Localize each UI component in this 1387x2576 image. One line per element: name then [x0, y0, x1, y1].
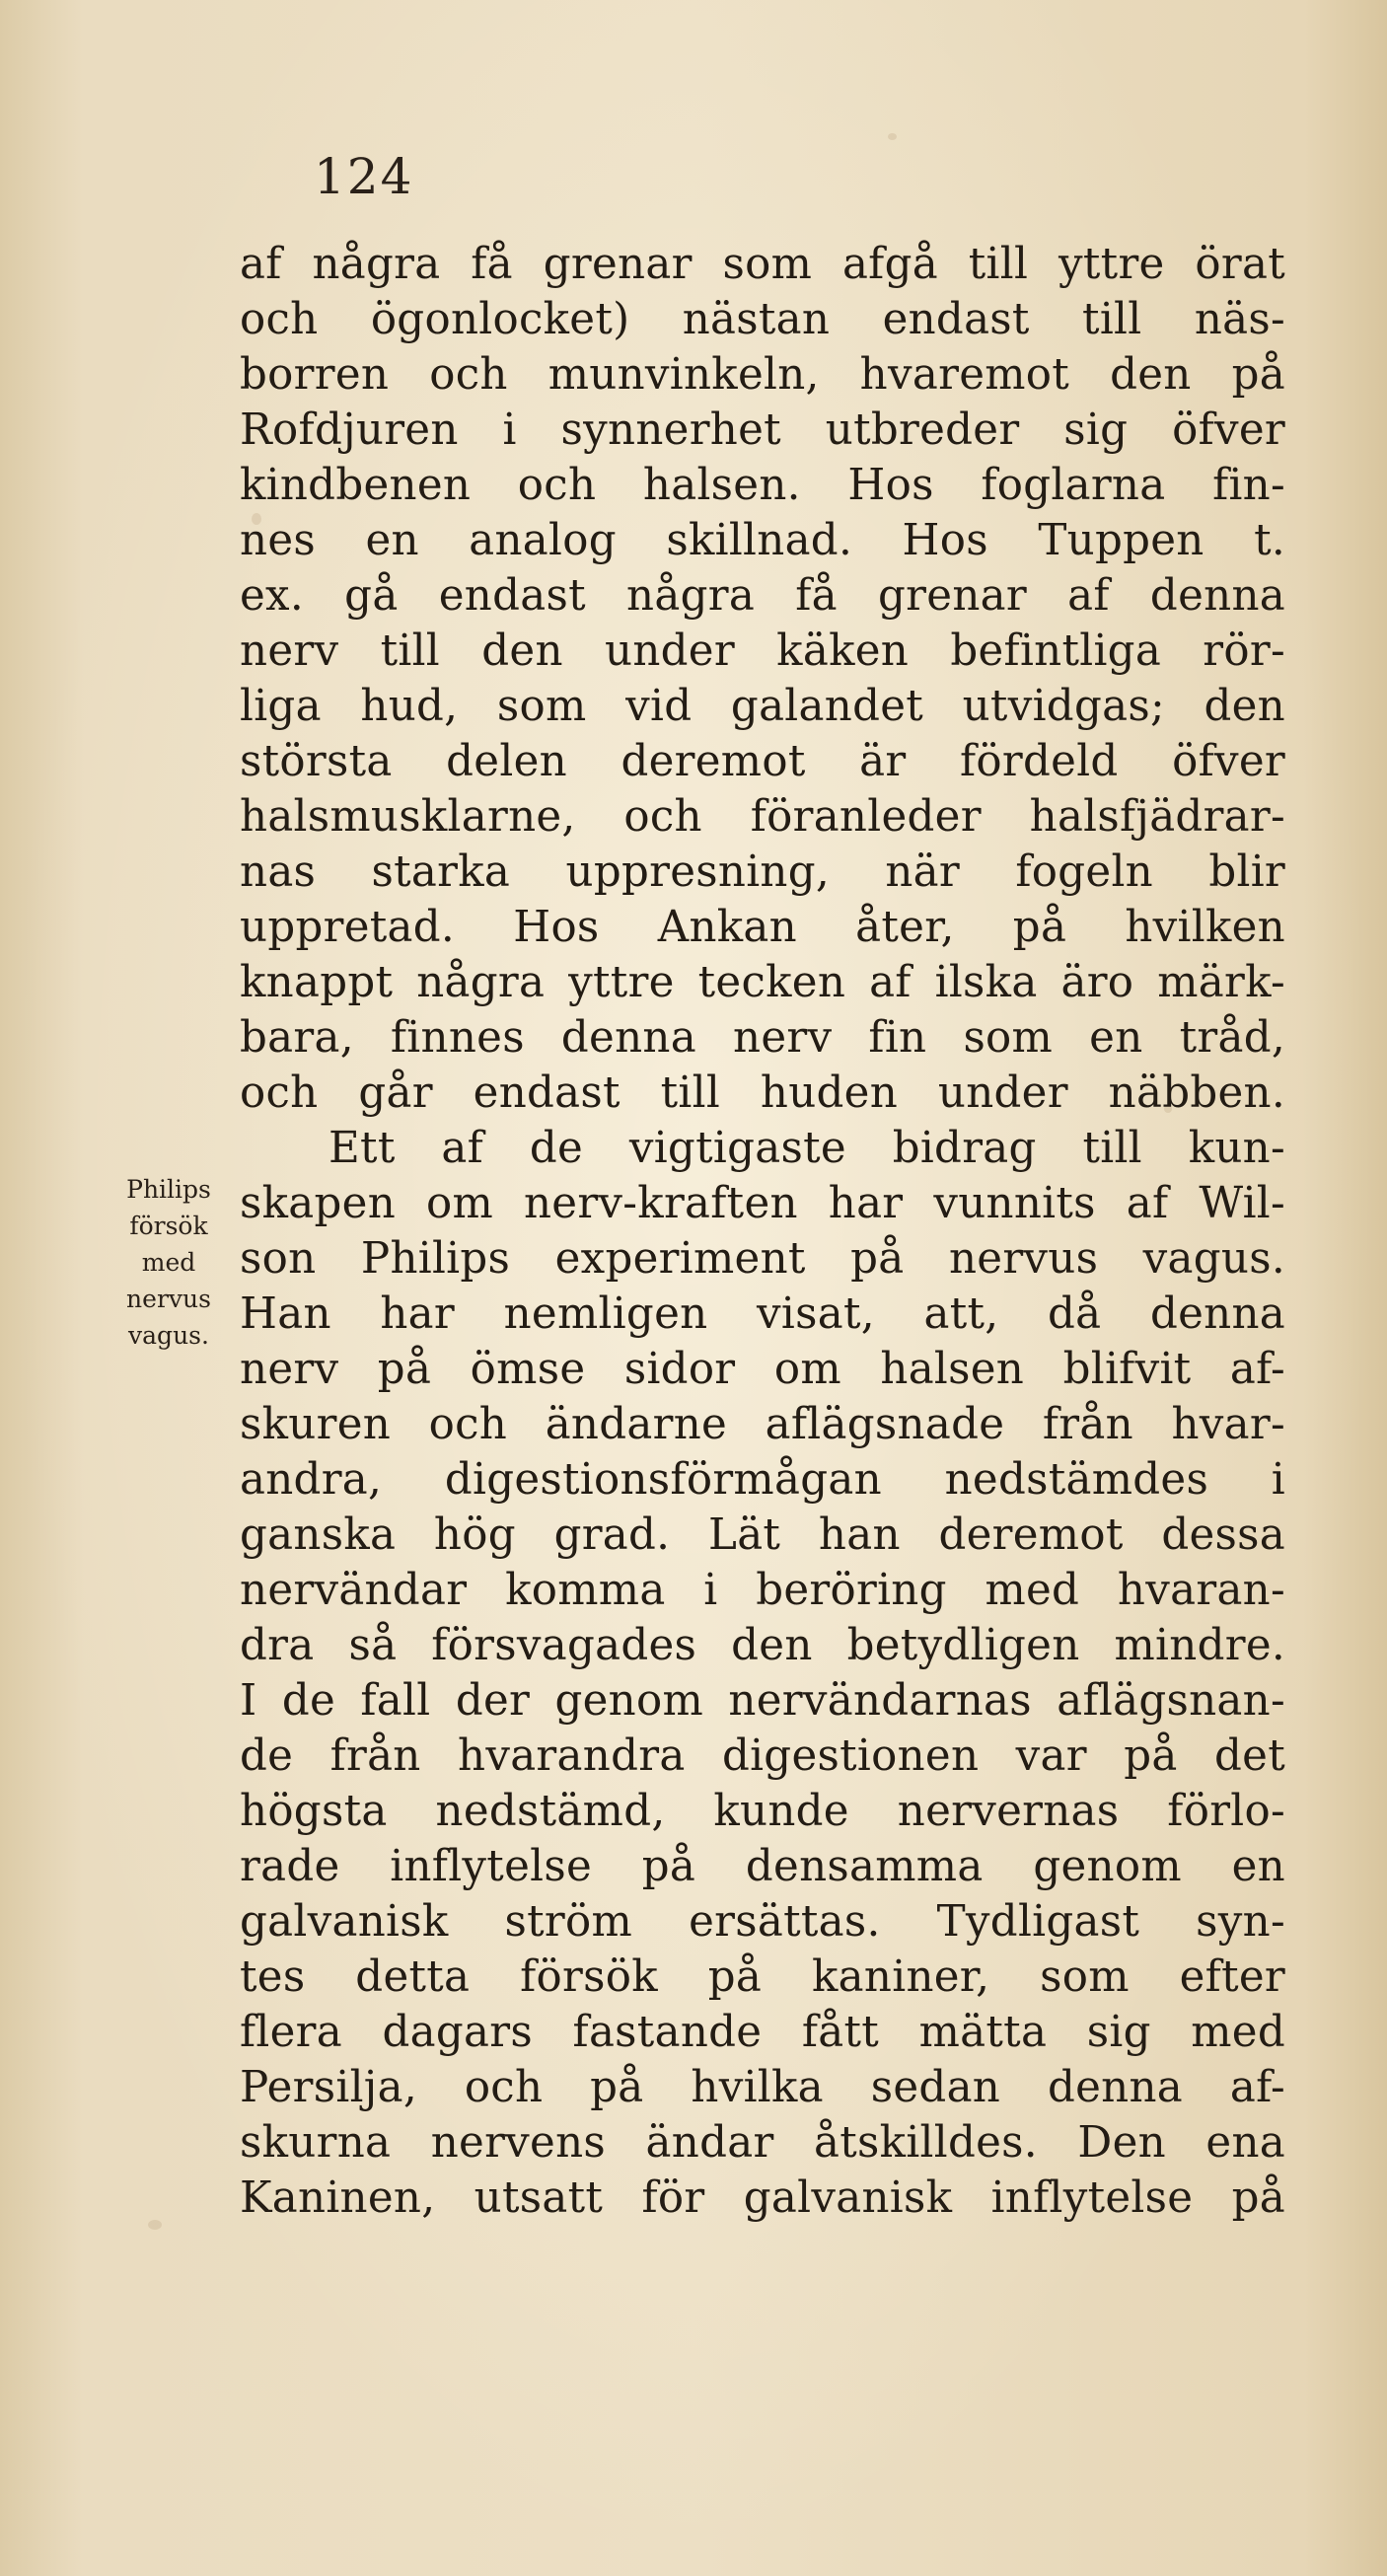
text-line: Kaninen, utsatt för galvanisk inflytelse på: [240, 2173, 1285, 2223]
text-line: halsmusklarne, och föranleder halsfjädrar-: [240, 792, 1285, 842]
text-line: rade inflytelse på densamma genom en: [240, 1842, 1285, 1891]
text-line: Han har nemligen visat, att, då denna: [240, 1289, 1285, 1339]
text-line: och ögonlocket) nästan endast till näs-: [240, 295, 1285, 344]
text-line: ex. gå endast några få grenar af denna: [240, 571, 1285, 621]
text-line: uppretad. Hos Ankan åter, på hvilken: [240, 903, 1285, 952]
text-line: nervändar komma i beröring med hvaran-: [240, 1566, 1285, 1615]
text-line: största delen deremot är fördeld öfver: [240, 737, 1285, 786]
text-line: kindbenen och halsen. Hos foglarna fin-: [240, 461, 1285, 510]
text-line: ganska hög grad. Lät han deremot dessa: [240, 1510, 1285, 1560]
margin-note-line: Philips: [126, 1175, 211, 1204]
text-line: liga hud, som vid galandet utvidgas; den: [240, 682, 1285, 731]
text-line: nes en analog skillnad. Hos Tuppen t.: [240, 516, 1285, 565]
page-number: 124: [314, 148, 414, 205]
text-line: högsta nedstämd, kunde nervernas förlo-: [240, 1787, 1285, 1836]
text-line: knappt några yttre tecken af ilska äro märk-: [240, 958, 1285, 1007]
margin-note-line: nervus: [126, 1285, 211, 1313]
paper-stain: [148, 2220, 162, 2230]
text-line: Rofdjuren i synnerhet utbreder sig öfver: [240, 405, 1285, 455]
text-line: nas starka uppresning, när fogeln blir: [240, 847, 1285, 897]
text-line: bara, finnes denna nerv fin som en tråd,: [240, 1013, 1285, 1063]
margin-note: [105, 1171, 233, 1354]
text-line: Persilja, och på hvilka sedan denna af-: [240, 2063, 1285, 2112]
text-line: borren och munvinkeln, hvaremot den på: [240, 350, 1285, 400]
text-line: galvanisk ström ersättas. Tydligast syn-: [240, 1897, 1285, 1947]
text-line: skurna nervens ändar åtskilldes. Den ena: [240, 2118, 1285, 2168]
text-line: dra så försvagades den betydligen mindre.: [240, 1621, 1285, 1670]
text-line: flera dagars fastande fått mätta sig med: [240, 2008, 1285, 2057]
margin-note-line: försök: [129, 1212, 208, 1240]
margin-note-line: vagus.: [128, 1321, 209, 1350]
text-line: I de fall der genom nervändarnas aflägsnan-: [240, 1676, 1285, 1726]
paper-stain: [888, 133, 897, 140]
text-line: nerv på ömse sidor om halsen blifvit af-: [240, 1345, 1285, 1394]
margin-note-line: med: [141, 1248, 196, 1277]
body-text: [240, 237, 1285, 2226]
text-line-paragraph-start: Ett af de vigtigaste bidrag till kun-: [328, 1124, 1285, 1173]
text-line: de från hvarandra digestionen var på det: [240, 1731, 1285, 1781]
text-line: son Philips experiment på nervus vagus.: [240, 1234, 1285, 1284]
text-line: tes detta försök på kaniner, som efter: [240, 1952, 1285, 2002]
text-line: och går endast till huden under näbben.: [240, 1068, 1285, 1118]
text-line: andra, digestionsförmågan nedstämdes i: [240, 1455, 1285, 1505]
text-line: skapen om nerv-kraften har vunnits af Wil-: [240, 1179, 1285, 1228]
text-line: nerv till den under käken befintliga rör-: [240, 626, 1285, 676]
text-line: af några få grenar som afgå till yttre örat: [240, 240, 1285, 289]
text-line: skuren och ändarne aflägsnade från hvar-: [240, 1400, 1285, 1449]
